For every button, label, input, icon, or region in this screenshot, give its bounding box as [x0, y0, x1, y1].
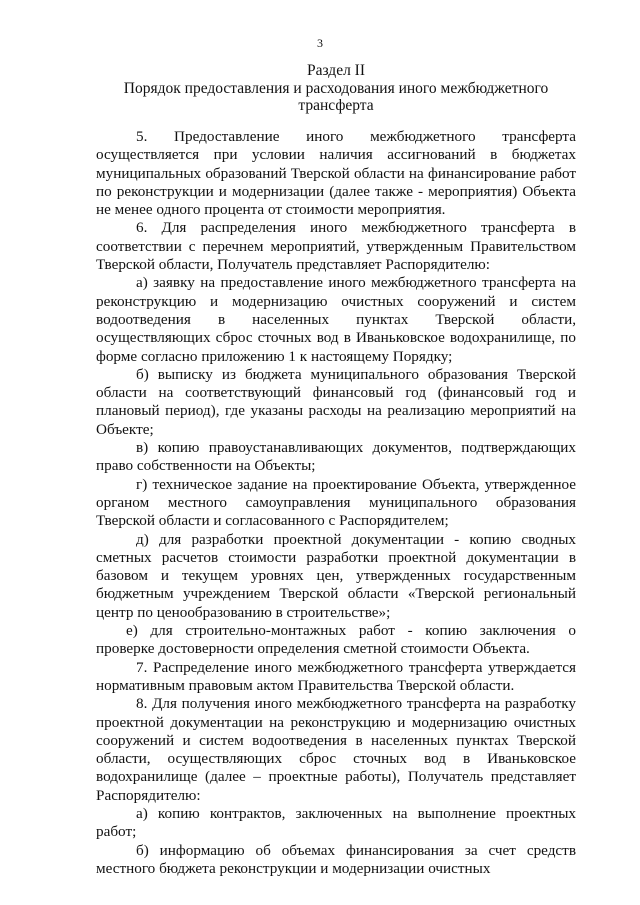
section-label: Раздел II	[306, 62, 366, 79]
paragraph-6-a: а) заявку на предоставление иного межбюджетного трансферта на реконструкцию и модернизацию очистных сооружений и систем водоотведения в населенных пунктах Тверской области, осуществляющих сброс сточных вод в Иваньковское водохранилище, по форме согласно приложению 1 к настоящему Порядку;	[96, 274, 576, 365]
paragraph-6-g: г) техническое задание на проектирование Объекта, утвержденное органом местного самоуправления муниципального образования Тверской области и согласованного с Распорядителем;	[96, 475, 576, 530]
paragraph-6-v: в) копию правоустанавливающих документов, подтверждающих право собственности на Объекты;	[96, 439, 576, 475]
paragraph-5: 5. Предоставление иного межбюджетного трансферта осуществляется при условии наличия ассигнований в бюджетах муниципальных образований Тверской области на финансирование работ по реконструкции и модернизации (далее также - мероприятия) Объекта не менее одного процента от стоимости мероприятия.	[96, 128, 576, 219]
section-title-line-2: трансферта	[298, 97, 374, 114]
section-title-line-1: Порядок предоставления и расходования иного межбюджетного	[123, 80, 549, 97]
document-body	[96, 128, 576, 878]
paragraph-6-b: б) выписку из бюджета муниципального образования Тверской области на соответствующий финансовый год (финансовый год и плановый период), где указаны расходы на реализацию мероприятий на Объекте;	[96, 365, 576, 438]
paragraph-8-a: а) копию контрактов, заключенных на выполнение проектных работ;	[96, 804, 576, 841]
paragraph-8-b: б) информацию об объемах финансирования за счет средств местного бюджета реконструкции и модернизации очистных	[96, 841, 576, 877]
paragraph-6-e: е) для строительно-монтажных работ - копию заключения о проверке достоверности определения сметной стоимости Объекта.	[96, 622, 576, 658]
paragraph-6: 6. Для распределения иного межбюджетного трансферта в соответствии с перечнем мероприятий, утвержденным Правительством Тверской области, Получатель представляет Распорядителю:	[96, 219, 576, 274]
paragraph-6-d: д) для разработки проектной документации - копию сводных сметных расчетов стоимости разработки проектной документации в базовом и текущем уровнях цен, утвержденных государственным бюджетным учреждением Тверской области «Тверской региональный центр по ценообразованию в строительстве»;	[96, 530, 576, 621]
paragraph-8: 8. Для получения иного межбюджетного трансферта на разработку проектной документации на реконструкцию и модернизацию очистных сооружений и систем водоотведения в населенных пунктах Тверской области, осуществляющих сброс сточных вод в Иваньковское водохранилище (далее – проектные работы), Получатель представляет Распорядителю:	[96, 695, 576, 804]
page-number: 3	[317, 36, 323, 50]
paragraph-7: 7. Распределение иного межбюджетного трансферта утверждается нормативным правовым актом Правительства Тверской области.	[96, 658, 576, 694]
